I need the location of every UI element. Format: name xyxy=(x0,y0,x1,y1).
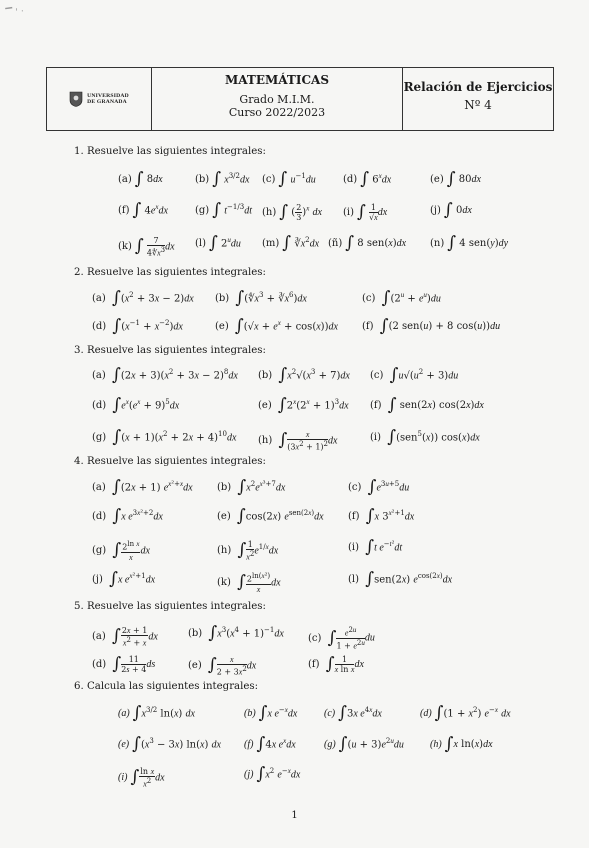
item-label: (e) xyxy=(258,400,272,412)
ex3-item-a: (a) $\int(2x + 3)(x^2 + 3x - 2)^8dx$ xyxy=(92,365,238,386)
item-label: (h) xyxy=(430,739,442,750)
ex6-item-c: (c) ∫3x $e^{4x}dx$ xyxy=(324,703,382,724)
item-label: (a) xyxy=(92,370,106,382)
item-label: (a) xyxy=(118,174,132,185)
item-label: (f) xyxy=(370,400,382,411)
item-label: (j) xyxy=(430,205,441,216)
item-label: (f) xyxy=(308,659,320,670)
item-label: (a) xyxy=(118,708,130,720)
ex1-item-k: (k) ∫ $\frac{7}{4∜x^3}$ dx xyxy=(118,236,175,258)
ex3-item-i: (i) ∫(sen$^5$(x)) cos(x)dx xyxy=(370,427,480,448)
item-label: (i) xyxy=(348,542,360,554)
ex2-item-d: (d) $\int(x^{-1} + x^{-2})dx$ xyxy=(92,316,183,337)
exercise-6-heading: 6. Calcula las siguientes integrales: xyxy=(74,681,259,692)
ex3-item-b: (b) $\int x^2√(x^3 + 7)dx$ xyxy=(258,365,350,386)
ex6-item-b: (b) ∫x $e^{-x}dx$ xyxy=(244,703,298,724)
item-label: (a) xyxy=(92,293,106,305)
item-label: (a) xyxy=(92,631,106,643)
ex1-item-g: (g) ∫ $t^{-1/3}dt$ xyxy=(195,200,252,221)
sheet-title: Relación de Ejercicios xyxy=(403,80,553,94)
exercise-2-heading: 2. Resuelve las siguientes integrales: xyxy=(74,267,266,278)
ex1-item-a: (a) ∫ 8dx xyxy=(118,169,163,189)
ex3-item-f: (f) ∫ sen(2x) cos(2x)dx xyxy=(370,395,484,415)
ex5-item-f: (f) ∫ $\frac{1}{\text{x ln x}}$ dx xyxy=(308,654,364,674)
course-year: Curso 2022/2023 xyxy=(228,106,326,119)
item-label: (j) xyxy=(244,769,254,781)
item-label: (b) xyxy=(244,708,256,720)
item-label: (e) xyxy=(217,511,231,523)
item-label: (d) xyxy=(92,511,107,523)
ex4-item-b: (b) $\int x^2e^{x^3+7}dx$ xyxy=(217,477,286,498)
ex1-item-e: (e) ∫ 80dx xyxy=(430,169,481,189)
ex5-item-a: (a) ∫ $\frac{2x + 1}{x^2 + x}$ dx xyxy=(92,626,158,648)
ex1-item-d: (d) ∫ 6$^x$dx xyxy=(343,169,392,190)
item-label: (m) xyxy=(262,238,280,250)
item-label: (l) xyxy=(195,238,207,250)
ex3-item-d: (d) $\int e^x(e^x + 9)^5dx$ xyxy=(92,395,180,416)
ex3-item-g: (g) $\int(x + 1)(x^2 + 2x + 4)^{10}dx$ xyxy=(92,427,237,448)
item-label: (g) xyxy=(92,545,107,557)
item-label: (b) xyxy=(217,482,232,494)
item-label: (b) xyxy=(195,174,210,186)
item-label: (c) xyxy=(362,293,376,305)
ex6-item-g: (g) $\int(u + 3)e^{2u}du$ xyxy=(324,734,404,755)
ex4-item-c: (c) $\int e^{3u+5}du$ xyxy=(348,477,410,498)
ex6-item-d: (d) $\int(1 + x^2)$ $e^{-x}$ dx xyxy=(420,703,511,724)
ex6-item-a: (a) $\int x^{3/2}$ ln(x) dx xyxy=(118,703,195,724)
ex5-item-b: (b) $\int x^3(x^4 + 1)^{-1}dx$ xyxy=(188,623,284,644)
ex5-item-d: (d) ∫ $\frac{11}{2s + 4}$ ds xyxy=(92,654,156,674)
item-label: (i) xyxy=(118,772,128,784)
ex4-item-a: (a) ∫(2x + 1) $e^{x^2+x}dx$ xyxy=(92,477,193,498)
item-label: (h) xyxy=(217,545,232,557)
item-label: (h) xyxy=(258,435,273,447)
subject-title: MATEMÁTICAS xyxy=(224,73,330,87)
item-label: (e) xyxy=(430,174,444,185)
item-label: (g) xyxy=(92,432,107,444)
ex5-item-c: (c) ∫ $\frac{e^{2u}}{1 + e^{2u}}$ du xyxy=(308,626,375,651)
ex6-item-e: (e) $\int(x^3 - 3x)$ ln(x) dx xyxy=(118,734,221,755)
item-label: (d) xyxy=(92,321,107,333)
item-label: (i) xyxy=(343,207,355,218)
exercise-4-heading: 4. Resuelve las siguientes integrales: xyxy=(74,456,266,467)
crest-icon xyxy=(69,91,83,107)
university-logo xyxy=(47,68,152,130)
item-label: (k) xyxy=(217,577,231,589)
item-label: (f) xyxy=(244,739,254,751)
item-label: (c) xyxy=(348,482,362,494)
item-label: (b) xyxy=(215,293,230,305)
ex5-item-e: (e) ∫ $\frac{x}{2 + 3x^2}$ dx xyxy=(188,655,257,677)
ex1-item-l: (l) ∫ 2$^u$du xyxy=(195,233,241,254)
sheet-number: Nº 4 xyxy=(464,98,492,112)
ex1-item-f: (f) ∫ $4e^xdx$ xyxy=(118,200,168,221)
ex4-item-j: (j) ∫x $e^{x^2+1}dx$ xyxy=(92,569,156,590)
ex1-item-n: (n) ∫ 4 sen(y)dy xyxy=(430,233,509,253)
item-label: (h) xyxy=(262,207,277,218)
item-label: (e) xyxy=(188,660,202,672)
item-label: (ñ) xyxy=(328,238,343,249)
ex2-item-a: (a) $\int(x^2 + 3x - 2)dx$ xyxy=(92,288,194,309)
exercise-1-heading: 1. Resuelve las siguientes integrales: xyxy=(74,146,266,157)
ex6-item-f: (f) ∫4x $e^xdx$ xyxy=(244,734,296,755)
ex6-item-h: (h) ∫x ln(x)dx xyxy=(430,734,493,754)
ex1-item-h: (h) ∫ ( $\frac{2}{3}$ )$^x$ dx xyxy=(262,202,322,222)
ex4-item-e: (e) ∫cos(2x) $e^{sen(2x)}dx$ xyxy=(217,506,324,527)
ex4-item-k: (k) ∫ $\frac{2^{ln(x^2)}}{x}$ dx xyxy=(217,572,281,594)
item-label: (c) xyxy=(324,708,336,720)
item-label: (g) xyxy=(324,739,336,751)
ex3-item-c: (c) $\int u√(u^2 + 3)du$ xyxy=(370,365,459,386)
ex2-item-c: (c) $\int(2^u + e^u)du$ xyxy=(362,288,441,309)
ex2-item-b: (b) $\int(∜x^3$ + $∛x^6)dx$ xyxy=(215,288,307,309)
ex1-item-i: (i) ∫ $\frac{1}{√x}$ dx xyxy=(343,202,388,222)
exercise-3-heading: 3. Resuelve las siguientes integrales: xyxy=(74,345,266,356)
exercise-5-heading: 5. Resuelve las siguientes integrales: xyxy=(74,601,266,612)
ex3-item-e: (e) $\int 2^x(2^x + 1)^3dx$ xyxy=(258,395,349,416)
item-label: (k) xyxy=(118,241,132,253)
item-label: (g) xyxy=(195,205,210,217)
item-label: (n) xyxy=(430,238,445,249)
ex4-item-d: (d) ∫x $e^{3x^2+2}dx$ xyxy=(92,506,163,527)
ex1-item-m: (m) ∫ $∛x^2dx$ xyxy=(262,233,320,254)
ex1-item-enye: (ñ) ∫ 8 sen(x)dx xyxy=(328,233,407,253)
ex4-item-l: (l) ∫sen(2x) $e^{cos(2x)}dx$ xyxy=(348,569,453,590)
ex1-item-b: (b) ∫ $x^{3/2}dx$ xyxy=(195,169,250,190)
ex6-item-i: (i) ∫ $\frac{\text{ln x}}{x^2}$ dx xyxy=(118,767,165,789)
scan-speck: ▔ ' · xyxy=(5,6,25,20)
item-label: (j) xyxy=(92,574,103,586)
item-label: (e) xyxy=(118,739,130,751)
item-label: (f) xyxy=(348,511,360,523)
ex3-item-h: (h) ∫ $\frac{x}{(3x^2 + 1)^2}$ dx xyxy=(258,430,338,452)
item-label: (c) xyxy=(262,174,276,186)
item-label: (f) xyxy=(118,205,130,217)
ex1-item-j: (j) ∫ 0dx xyxy=(430,200,472,220)
university-name-1: UNIVERSIDAD xyxy=(87,92,129,99)
degree: Grado M.I.M. xyxy=(239,93,315,106)
item-label: (f) xyxy=(362,321,374,332)
page-number: 1 xyxy=(291,810,298,821)
ex4-item-f: (f) ∫x $3^{x^2+1}dx$ xyxy=(348,506,415,527)
header-box xyxy=(46,67,554,131)
item-label: (d) xyxy=(420,708,432,720)
ex2-item-e: (e) $\int(√x + e^x + \cos(x))dx$ xyxy=(215,316,338,337)
ex4-item-i: (i) ∫t $e^{-t^2}dt$ xyxy=(348,537,403,558)
ex4-item-g: (g) ∫ $\frac{2^{ln x}}{x}$ dx xyxy=(92,540,150,562)
item-label: (b) xyxy=(188,628,203,640)
item-label: (d) xyxy=(343,174,358,186)
item-label: (d) xyxy=(92,659,107,670)
item-label: (b) xyxy=(258,370,273,382)
item-label: (c) xyxy=(308,632,322,644)
item-label: (e) xyxy=(215,321,229,333)
item-label: (l) xyxy=(348,574,360,586)
item-label: (d) xyxy=(92,400,107,412)
item-label: (a) xyxy=(92,482,106,494)
ex4-item-h: (h) ∫ $\frac{1}{x^2}$ $e^{1/x}dx$ xyxy=(217,540,279,562)
ex2-item-f: (f) ∫(2 sen(u) + 8 cos(u))du xyxy=(362,316,501,336)
university-name-2: DE GRANADA xyxy=(87,99,127,105)
ex1-item-c: (c) ∫ $u^{-1}du$ xyxy=(262,169,316,190)
ex6-item-j: (j) $\int x^2$ $e^{-x}dx$ xyxy=(244,764,301,785)
item-label: (c) xyxy=(370,370,384,382)
item-label: (i) xyxy=(370,432,382,444)
